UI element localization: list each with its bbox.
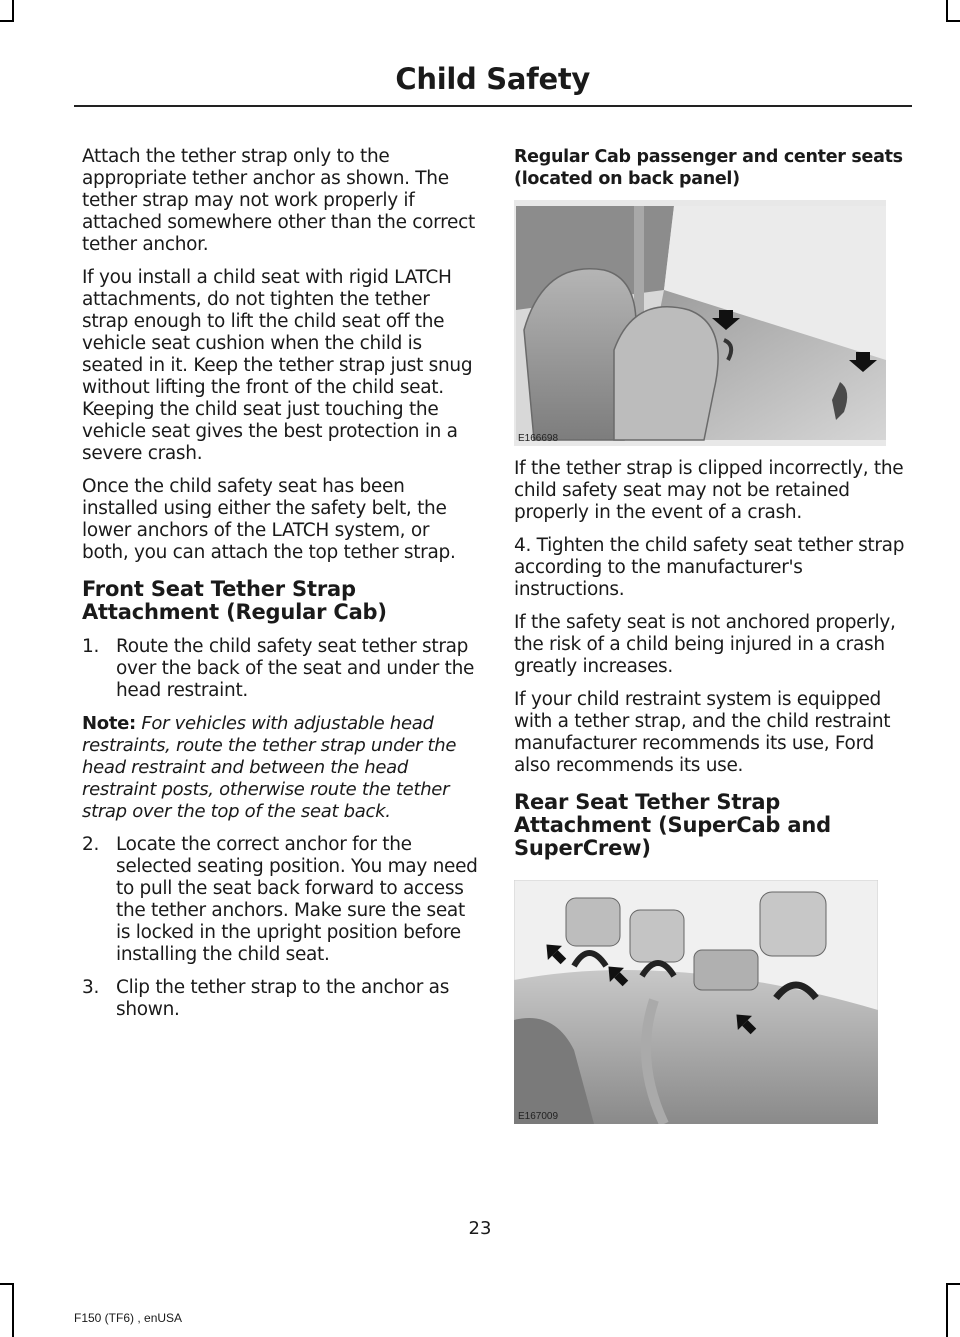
paragraph: If you install a child seat with rigid LATCH attachments, do not tighten the tether strap enough to lift the child seat off the vehicle seat cushion when the child is seated in it. Keep the tether strap just snug without lifting the front of the child seat. Keeping the child seat just touching the vehicle seat gives the best protection in a severe crash. xyxy=(82,267,473,464)
figure-id: E166698 xyxy=(518,433,559,444)
list-item xyxy=(82,977,478,1021)
section-title: Child Safety xyxy=(395,62,590,96)
left-column xyxy=(82,146,478,1032)
figure-title: Regular Cab passenger and center seats (located on back panel) xyxy=(514,147,903,189)
figure-id: E167009 xyxy=(518,1111,559,1122)
note-text: For vehicles with adjustable head restraints, route the tether strap under the head restraint and between the head restraint posts, otherwise route the tether strap over the top of the seat back. xyxy=(82,713,457,822)
step-number: 3. xyxy=(82,977,100,998)
crop-mark xyxy=(12,1283,14,1337)
step-text: Clip the tether strap to the anchor as shown. xyxy=(116,977,450,1020)
paragraph: If the tether strap is clipped incorrectly, the child safety seat may not be retained properly in the event of a crash. xyxy=(514,458,904,523)
regular-cab-tether-anchors-illustration xyxy=(514,200,886,446)
paragraph: If the safety seat is not anchored properly, the risk of a child being injured in a crash greatly increases. xyxy=(514,612,896,677)
step-number: 2. xyxy=(82,834,100,855)
crop-mark xyxy=(946,1283,948,1337)
header-divider xyxy=(74,105,912,107)
crop-mark xyxy=(946,1283,960,1285)
note-label: Note: xyxy=(82,713,136,734)
paragraph: Once the child safety seat has been installed using either the safety belt, the lower anchors of the LATCH system, or both, you can attach the top tether strap. xyxy=(82,476,456,563)
paragraph: Attach the tether strap only to the appropriate tether anchor as shown. The tether strap may not work properly if attached somewhere other than the correct tether anchor. xyxy=(82,146,475,255)
document-id: F150 (TF6) , enUSA xyxy=(74,1311,183,1325)
note xyxy=(82,713,478,823)
right-column xyxy=(514,146,912,1136)
page-number: 23 xyxy=(468,1218,492,1239)
crop-mark xyxy=(946,0,948,22)
section-heading: Rear Seat Tether Strap Attachment (SuperCab and SuperCrew) xyxy=(514,790,831,860)
crop-mark xyxy=(946,20,960,22)
crop-mark xyxy=(0,1283,14,1285)
step-text: Route the child safety seat tether strap over the back of the seat and under the head restraint. xyxy=(116,636,475,701)
figure-rear-seat xyxy=(514,880,878,1124)
list-item xyxy=(82,636,478,702)
paragraph: 4. Tighten the child safety seat tether strap according to the manufacturer's instructions. xyxy=(514,535,905,600)
list-item xyxy=(82,834,478,966)
crop-mark xyxy=(0,20,14,22)
figure-regular-cab xyxy=(514,200,886,446)
step-number: 1. xyxy=(82,636,100,657)
crop-mark xyxy=(12,0,14,22)
paragraph: If your child restraint system is equipped with a tether strap, and the child restraint manufacturer recommends its use, Ford also recommends its use. xyxy=(514,689,891,776)
rear-seat-tether-anchors-illustration xyxy=(514,880,878,1124)
section-heading: Front Seat Tether Strap Attachment (Regular Cab) xyxy=(82,577,387,624)
step-text: Locate the correct anchor for the selected seating position. You may need to pull the seat back forward to access the tether anchors. Make sure the seat is locked in the upright position before installing the child seat. xyxy=(116,834,478,965)
